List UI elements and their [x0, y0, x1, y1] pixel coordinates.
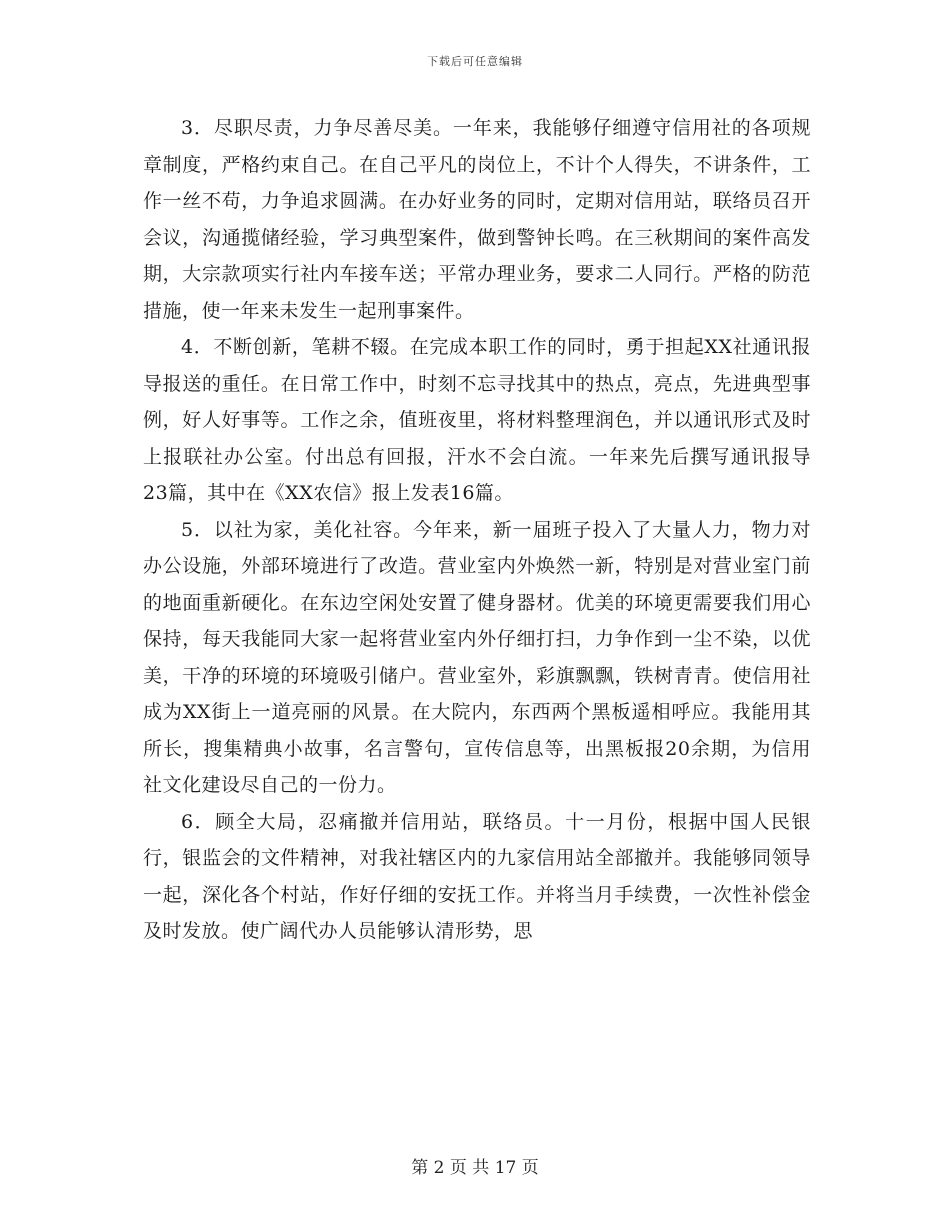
- paragraph-6: 6．顾全大局，忍痛撤并信用站，联络员。十一月份，根据中国人民银行，银监会的文件精神，对我社辖区内的九家信用站全部撤并。我能够同领导一起，深化各个村站，作好仔细的安抚工作。并将当月手续费，一次性补偿金及时发放。使广阔代办人员能够认清形势，思: [143, 810, 811, 942]
- page-number-label: 第 2 页 共 17 页: [411, 1158, 539, 1178]
- page-header: 下载后可任意编辑: [427, 55, 523, 68]
- paragraph-5: 5．以社为家，美化社容。今年来，新一届班子投入了大量人力，物力对办公设施，外部环境进行了改造。营业室内外焕然一新，特别是对营业室门前的地面重新硬化。在东边空闲处安置了健身器材。优美的环境更需要我们用心保持，每天我能同大家一起将营业室内外仔细打扫，力争作到一尘不染，以优美，干净的环境的环境吸引储户。营业室外，彩旗飘飘，铁树青青。使信用社成为XX街上一道亮丽的风景。在大院内，东西两个黑板遥相呼应。我能用其所长，搜集精典小故事，名言警句，宣传信息等，出黑板报20余期，为信用社文化建设尽自己的一份力。: [143, 518, 811, 796]
- paragraph-4: 4．不断创新，笔耕不辍。在完成本职工作的同时，勇于担起XX社通讯报导报送的重任。在日常工作中，时刻不忘寻找其中的热点，亮点，先进典型事例，好人好事等。工作之余，值班夜里，将材料整理润色，并以通讯形式及时上报联社办公室。付出总有回报，汗水不会白流。一年来先后撰写通讯报导23篇，其中在《XX农信》报上发表16篇。: [143, 336, 811, 504]
- paragraph-3: 3．尽职尽责，力争尽善尽美。一年来，我能够仔细遵守信用社的各项规章制度，严格约束自己。在自己平凡的岗位上，不计个人得失，不讲条件，工作一丝不苟，力争追求圆满。在办好业务的同时，定期对信用站，联络员召开会议，沟通揽储经验，学习典型案件，做到警钟长鸣。在三秋期间的案件高发期，大宗款项实行社内车接车送；平常办理业务，要求二人同行。严格的防范措施，使一年来未发生一起刑事案件。: [143, 117, 811, 322]
- page-footer: [0, 1153, 950, 1178]
- document-body: [143, 110, 811, 950]
